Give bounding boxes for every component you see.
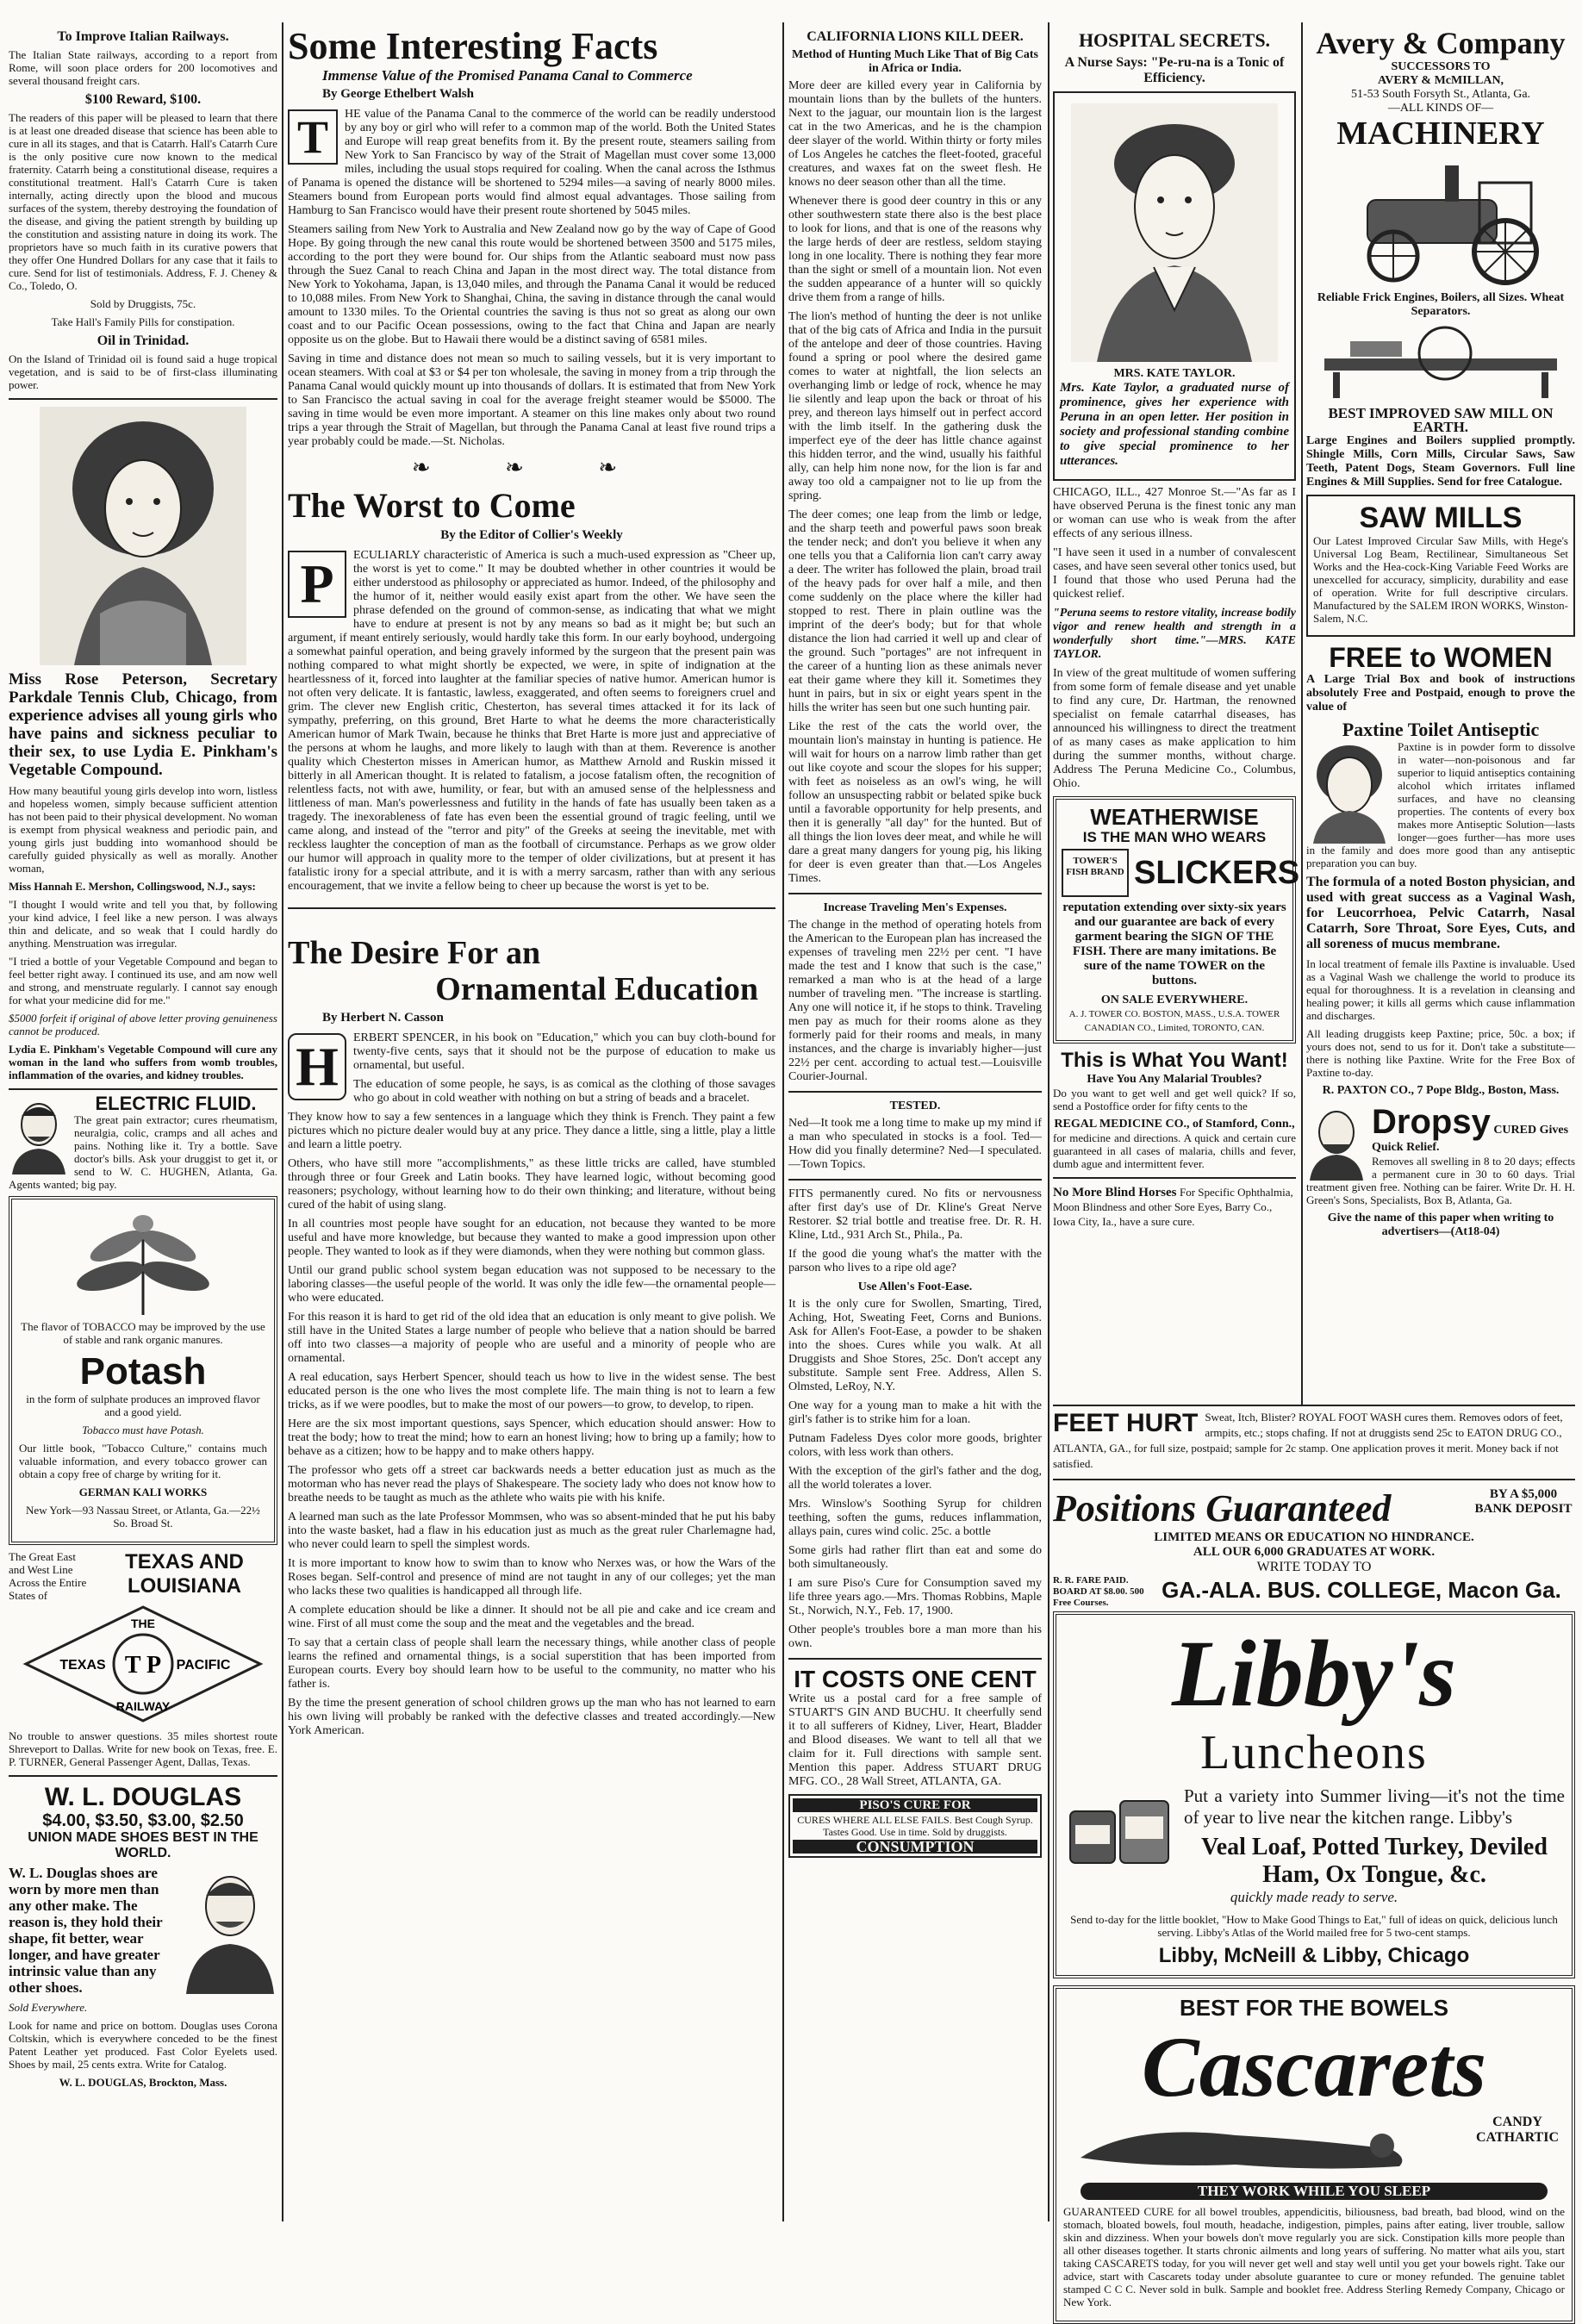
portrait-doctor-icon [1306,1103,1367,1181]
potash-title: Potash [79,1350,207,1393]
reward-heading: $100 Reward, $100. [84,92,202,107]
good-die-young: If the good die young what's the matter with the parson who lives to a ripe old age? [788,1248,1042,1274]
want-text: Do you want to get well and get well quick? If so, send a Postoffice order for fifty cents to the [1053,1087,1296,1112]
free-to-women-text: A Large Trial Box and book of instructions absolutely Free and Postpaid, enough to prove the value of [1306,673,1575,713]
divider [1053,1405,1575,1406]
kali-works: GERMAN KALI WORKS [78,1486,208,1498]
paxtine-title: Paxtine Toilet Antiseptic [1342,719,1540,740]
feet-hurt-text: Sweat, Itch, Blister? ROYAL FOOT WASH cures them. Removes odors of feet, armpits, etc.; stops chafing. If not at druggists send 25c to EATON DRUG CO., ATLANTA, GA., for full size, postpaid; sample for 2c stamp. One application proves it merit. Money back if not satisfied. [1053,1411,1563,1470]
lions-heading: CALIFORNIA LIONS KILL DEER. [807,29,1024,44]
potash-text: in the form of sulphate produces an improved flavor and a good yield. [26,1393,260,1418]
lions-subheading: Method of Hunting Much Like That of Big Cats in Africa or India. [792,48,1038,75]
ornament-divider: ❧ ❧ ❧ [411,455,652,480]
blind-horses-ad [1053,1186,1296,1230]
column-rule [282,22,283,2221]
paxtine-local: In local treatment of female ills Paxtine is invaluable. Used as a Vaginal Wash we challenge the world to produce its equal for thoroughness. It is a revelation in cleansing and healing power; it kills all germs which cause inflammation and discharges. [1306,957,1575,1022]
give-name-note: Give the name of this paper when writing to advertisers—(At18-04) [1327,1212,1554,1238]
douglas-sold: Sold Everywhere. [9,2001,88,2014]
portrait-man-icon [9,1097,69,1174]
tower-address: A. J. TOWER CO. BOSTON, MASS., U.S.A. TOWER CANADIAN CO., Limited, TORONTO, CAN. [1068,1009,1280,1033]
saw-mills-text: Our Latest Improved Circular Saw Mills, with Hege's Universal Log Beam, Rectilinear, Simultaneous Set Works and the Hea-cock-King Variable Feed Works are unexcelled for accuracy, simplicity, durability and ease of operation. Write for full descriptive circulars. Manufactured by the SALEM IRON WORKS, Winston-Salem, N.C. [1313,534,1568,625]
college-name: GA.-ALA. BUS. COLLEGE, Macon Ga. [1162,1577,1561,1603]
desire-paragraph-15: By the time the present generation of school children grows up the man who has not learned to earn his own living will probably be ranked with the defective classes and treated accordingly.—New York American. [288,1697,775,1737]
rail-fare-paid: R. R. FARE PAID. BOARD AT $8.00. 500 Free Courses. [1053,1575,1144,1608]
electric-fluid-title: ELECTRIC FLUID. [95,1093,257,1114]
frick-engines: Reliable Frick Engines, Boilers, all Sizes. Wheat Separators. [1317,291,1565,318]
machinery-title: MACHINERY [1336,115,1545,152]
peruna-portrait-box [1053,91,1296,481]
tp-texas-label: TEXAS [59,1658,106,1673]
paxtine-address: R. PAXTON CO., 7 Pope Bldg., Boston, Mass. [1322,1084,1560,1097]
one-cent-text: Write us a postal card for a free sample of STUART'S GIN AND BUCHU. It cheerfully send it to all sufferers of Kidney, Liver, Heart, Bladder and Blood diseases. We want to tell all that we claim for it. Full directions with sample sent. Mention this paper. Address STUART DRUG MFG. CO., 28 Wall Street, ATLANTA, GA. [788,1692,1042,1788]
piso-cure-box [788,1794,1042,1858]
desire-title-2: Ornamental Education [435,971,758,1007]
tower-slickers-ad [1053,796,1300,1044]
desire-title-1: The Desire For an [288,935,541,971]
desire-paragraph-4: Others, who have still more "accomplishments," as these little tricks are called, have stumbled through three or four Greek and Latin books. They have learned logic, without becoming good reasoners; psychology, without learning how to do their own thinking; and literature, without being cured of the habit of using slang. [288,1157,775,1212]
divider [1053,1177,1296,1179]
tp-pacific-label: PACIFIC [176,1658,231,1673]
desire-paragraph-9: Here are the six most important questions, says Spencer, which education should answer: How to treat the body; how to treat the mind; how to earn an honest living; how to bring up a family; how to behave as a citizen; how to be happy and to make others happy. [288,1417,775,1458]
taylor-paragraph-4: In view of the great multitude of women suffering from some form of female disease and yet unable to find any cure, Dr. Hartman, the renowned specialist on female catarrhal diseases, has announced his willingness to direct the treatment of as many cases as make application to him during the summer months, without charge. Address The Peruna Medicine Co., Columbus, Ohio. [1053,667,1296,790]
cascarets-logo: Cascarets [1142,2019,1486,2115]
taylor-paragraph-2: "I have seen it used in a number of convalescent cases, and have seen several other tonics used, but I found that those who used Peruna had the quickest relief. [1053,546,1296,601]
pinkham-close: Lydia E. Pinkham's Vegetable Compound will cure any woman in the land who suffers from womb troubles, inflammation of the ovaries, and kidney troubles. [9,1043,277,1081]
douglas-shoes-ad [9,1784,277,2089]
texas-text: No trouble to answer questions. 35 miles shortest route Shreveport to Dallas. Write for new book on Texas, free. E. P. TURNER, General Passenger Agent, Dallas, Texas. [9,1729,277,1768]
cascarets-best: BEST FOR THE BOWELS [1180,1995,1448,2021]
potash-intro: The flavor of TOBACCO may be improved by the use of stable and rank organic manures. [21,1320,265,1346]
reward-text: The readers of this paper will be pleased to learn that there is at least one dreaded disease that science has been able to cure in all its stages, and that is Catarrh. Hall's Catarrh Cure is the only positive cure now known to the medical fraternity. Catarrh being a constitutional disease, requires a constitutional treatment. Hall's Catarrh Cure is taken internally, acting directly upon the blood and mucous surfaces of the system, thereby destroying the foundation of the disease, and giving the patient strength by building up the constitution and assisting nature in doing its work. The proprietors have so much faith in its curative powers that they offer One Hundred Dollars for any case that it fails to cure. Send for list of testimonials. Address, F. J. Cheney & Co., Toledo, O. [9,111,277,292]
reward-sold: Sold by Druggists, 75c. [90,297,196,310]
electric-fluid-text: The great pain extractor; cures rheumatism, neuralgia, colic, cramps and all aches and pains. Nothing like it. Try a bottle. Save doctor's bills. Ask your druggist to get it, or send to W. C. HUGHEN, Atlanta, Ga. Agents wanted; big pay. [9,1113,277,1191]
libby-address: Libby, McNeill & Libby, Chicago [1158,1944,1470,1967]
fits-ad: FITS permanently cured. No fits or nervousness after first day's use of Dr. Kline's Great Nerve Restorer. $2 trial bottle and treatise free. Dr. R. H. Kline, Ltd., 931 Arch St., Phila., Pa. [788,1187,1042,1242]
kali-address: New York—93 Nassau Street, or Atlanta, Ga.—22½ So. Broad St. [26,1504,260,1530]
write-today: WRITE TODAY TO [1256,1560,1372,1574]
divider [788,893,1042,894]
best-saw-mill: BEST IMPROVED SAW MILL ON EARTH. [1328,405,1554,435]
worst-title: The Worst to Come [288,486,576,525]
avery-kinds: —ALL KINDS OF— [1387,102,1494,115]
avery-successors: SUCCESSORS TO [1391,60,1491,73]
portrait-woman-icon [1306,740,1392,844]
want-subtitle: Have You Any Malarial Troubles? [1087,1073,1262,1086]
cascarets-text: GUARANTEED CURE for all bowel troubles, appendicitis, biliousness, bad breath, bad blood, wind on the stomach, bloated bowels, foul mouth, headache, indigestion, pimples, pains after eating, liver trouble, sallow skin and dizziness. When your bowels don't move regularly you are sick. Constipation kills more people than all other diseases together. It starts chronic ailments and long years of suffering. No matter what ails you, start taking CASCARETS today, for you will never get well and stay well until you get your bowels right. Take our advice, start with Cascarets today under absolute guarantee to cure or money refunded. The genuine tablet stamped C C C. Never sold in bulk. Sample and booklet free. Address Sterling Remedy Company, Chicago or New York. [1063,2205,1565,2308]
cascarets-candy: CANDY CATHARTIC [1475,2115,1560,2145]
pinkham-lead: Miss Rose Peterson, Secretary Parkdale Tennis Club, Chicago, from experience advises all young girls who have pains and sickness peculiar to their sex, to use Lydia E. Pinkham's Vegetable Compound. [9,670,277,779]
tested-heading: TESTED. [889,1100,941,1112]
girls-flirt: Some girls had rather flirt than eat and some do both simultaneously. [788,1544,1042,1571]
facts-paragraph-3: Saving in time and distance does not mean so much to sailing vessels, but it is very important to ocean steamers. With coal at $3 or $4 per ton wholesale, the saving in money from a trip through the Panama Canal would quickly mount up into thousands of dollars. It is estimated that from New York to San Francisco the actual saving in coal for the average freight steamer would be $5000. The saving in time would be even more important. A steamer on this line makes only about two round trips a year through the Strait of Magellan, but through the Panama Canal at least five round trips a year probably could be made.—St. Nicholas. [288,352,775,448]
douglas-look: Look for name and price on bottom. Douglas uses Corona Coltskin, which is everywhere conceded to be the finest Patent Leather yet produced. Fast Color Eyelets used. Shoes by mail, 25 cents extra. Write for Catalog. [9,2019,277,2071]
worst-byline: By the Editor of Collier's Weekly [440,528,623,542]
hospital-heading: HOSPITAL SECRETS. [1078,29,1271,51]
bank-deposit: BY A $5,000 BANK DEPOSIT [1474,1487,1573,1516]
want-title: This is What You Want! [1061,1049,1288,1072]
avery-address: 51-53 South Forsyth St., Atlanta, Ga. [1350,88,1531,101]
libby-items: Veal Loaf, Potted Turkey, Deviled Ham, Ox Tongue, &c. [1201,1834,1548,1888]
graduates-at-work: ALL OUR 6,000 GRADUATES AT WORK. [1193,1545,1436,1559]
taylor-paragraph-3: "Peruna seems to restore vitality, increase bodily vigor and renew health and strength in a wonderfully short time."—MRS. KATE TAYLOR. [1053,607,1296,661]
portrait-kate-taylor [1071,103,1278,362]
lions-paragraph-4: The deer comes; one leap from the limb or ledge, and the sharp teeth and powerful paws soon break the tender neck; and don't you believe it when any one tells you that a California lion can't carry away a deer. The writer has followed the plain, broad trail of the heavy pads for over half a mile, and then come suddenly on the place where the killer had stopped to rest. There in plain outline was the imprint of the deer's body; but for that whole distance the lion had carried it well up and clear of the ground. Such "portages" are not infrequent in the career of a hunting lion as these animals never eat their game where they kill it. Sometimes they hunt in pairs, but in six or eight years spent in the hills the writer has seen but one such hunting pair. [788,508,1042,714]
mershon-name: Miss Hannah E. Mershon, Collingswood, N.J., says: [9,880,256,893]
desire-paragraph-11: A learned man such as the late Professor Mommsen, who was so absent-minded that he put his baby into the waste basket, had a flaw in his education just as much as the great ruler Charlemagne had, who never could learn to spell the simplest words. [288,1511,775,1551]
facts-subtitle: Immense Value of the Promised Panama Canal to Commerce [322,67,693,84]
taylor-name: MRS. KATE TAYLOR. [1113,367,1236,380]
dropsy-text: Removes all swelling in 8 to 20 days; effects a permanent cure in 30 to 60 days. Trial treatment given free. Nothing can be fairer. Write Dr. H. H. Green's Sons, Specialists, Box B, Atlanta, Ga. [1306,1155,1575,1206]
allen-heading: Use Allen's Foot-Ease. [857,1280,973,1293]
facts-title: Some Interesting Facts [288,25,658,67]
slickers-text: reputation extending over sixty-six years and our guarantee are back of every garment bearing the SIGN OF THE FISH. There are many imitations. Be sure of the name TOWER on the buttons. [1062,900,1286,988]
putnam-dyes: Putnam Fadeless Dyes color more goods, brighter colors, with less work than others. [788,1432,1042,1459]
fish-brand-icon: TOWER'S FISH BRAND [1062,849,1129,897]
one-cent-title: IT COSTS ONE CENT [794,1666,1037,1692]
dropsy-title: Dropsy [1372,1103,1491,1141]
tested-text: Ned—It took me a long time to make up my mind if a man who speculated in stocks is a fool. Ted—How did you finally determine? Ned—I speculated.—Town Topics. [788,1117,1042,1171]
bottom-right-ads [1053,1405,1575,2308]
texas-pacific-logo [22,1604,264,1724]
libby-text: Put a variety into Summer living—it's not the time of year to live near the kitchen range. Libby's [1184,1785,1565,1828]
paxtine-druggists: All leading druggists keep Paxtine; price, 50c. a box; if yours does not, send to us for it. Don't take a substitute—there is nothing like Paxtine. Write for the Free Box of Paxtine to-day. [1306,1027,1575,1079]
lions-paragraph-2: Whenever there is good deer country in this or any other southwestern state there also is the best place to look for lions, and that is one of the reasons why the large herds of deer are restless, seldom staying long in one locality. There is nothing they fear more than the sight or smell of a mountain lion. Not even the sudden appearance of a hunter will so quickly drive them from a range of hills. [788,195,1042,304]
texas-intro: The Great East and West Line Across the Entire States of [9,1550,87,1602]
divider [788,1179,1042,1181]
douglas-shoes-line: UNION MADE SHOES BEST IN THE WORLD. [28,1830,258,1860]
facts-byline: By George Ethelbert Walsh [322,87,474,101]
desire-byline: By Herbert N. Casson [322,1011,444,1025]
piso-box-consumption: CONSUMPTION [793,1840,1037,1854]
mershon-quote-1: "I thought I would write and tell you that, by following your kind advice, I feel like a new person. I was always thin and delicate, and so weak that I could hardly do anything. Menstruation was irregular. [9,898,277,950]
blind-horses-text: For Specific Ophthalmia, Moon Blindness and other Sore Eyes, Barry Co., Iowa City, Ia., have a sure cure. [1053,1186,1293,1228]
avery-title: Avery & Company [1316,26,1566,60]
slickers-row [1062,849,1300,897]
column-rule [782,22,784,2221]
dropsy-side: CURED Gives Quick Relief. [1372,1124,1569,1154]
libby-luncheons: Luncheons [1200,1726,1428,1779]
allen-text: It is the only cure for Swollen, Smarting, Tired, Aching, Hot, Sweating Feet, Corns and Bunions. Ask for Allen's Foot-Ease, a powder to be shaken into the shoes. Cures while you walk. At all Druggists and Shoe Stores, 25c. Don't accept any substitute. Sample sent Free. Address, Allen S. Olmsted, LeRoy, N.Y. [788,1298,1042,1393]
lions-paragraph-1: More deer are killed every year in California by mountain lions than by the bullets of the hunters. Next to the jaguar, our mountain lion is the largest cat in the two Americas, and he is the champion deer slayer of the world. Within thirty or forty miles of Los Angeles he catches the fleet-footed, graceful creatures, and waxes fat on the sweet flesh. He knows no deer season other than all the time. [788,79,1042,189]
lions-paragraph-3: The lion's method of hunting the deer is not unlike that of the big cats of Africa and India in the pursuit of the antelope and deer of those countries. Having found a spring or pool where the desired game comes to water at nightfall, the lion selects an overhanging limb or ledge of rock, whence he may lie silently and leap upon the back or throat of his prey, and thereon lays himself out in perfect accord with the limb itself. In the gathering dusk the imperfect eye of the deer has little chance against this hidden terror, and the wind, usually his faithful ally, can help him none now, for the lion is far and away too old a campaigner not to lie up from the spring. [788,310,1042,502]
cascarets-band: THEY WORK WHILE YOU SLEEP [1081,2183,1548,2200]
libby-quickly: quickly made ready to serve. [1230,1889,1398,1905]
paxtine-formula: The formula of a noted Boston physician, and used with great success as a Vaginal Wash, for Leucorrhoea, Pelvic Catarrh, Nasal Catarrh, Sore Throat, Sore Eyes, Cuts, and all soreness of mucus membrane. [1306,875,1575,951]
traction-engine-illustration [1316,157,1566,286]
avery-text: Large Engines and Boilers supplied promptly. Shingle Mills, Corn Mills, Circular Saws, Saw Teeth, Patent Dogs, Steam Governors. Full line Engines & Mill Supplies. Send for free Catalogue. [1306,434,1575,489]
weatherwise-title: WEATHERWISE [1090,804,1259,830]
potash-book: Our little book, "Tobacco Culture," contains much valuable information, and every tobacco grower can obtain a copy free of charge by writing for it. [19,1442,267,1480]
douglas-prices: $4.00, $3.50, $3.00, $2.50 [42,1811,244,1830]
column-rule [1048,22,1049,2221]
divider [9,398,277,400]
desire-paragraph-3: They know how to say a few sentences in a language which they think is French. They paint a few pictures which no picture dealer would buy at any price. They dance a little, sing a little, play a little and learn a little poetry. [288,1111,775,1151]
facts-paragraph-1: HE value of the Panama Canal to the commerce of the world can be readily understood by any boy or girl who will refer to a common map of the world. Both the United States and Europe will reap great benefits from it. By the present route, steamers sailing from New York to San Francisco by way of the Strait of Magellan must cover some 13,000 miles, including the usual stops required for coaling. When the canal across the Isthmus of Panama is opened the distance will be shortened to 5294 miles—a saving of nearly 8000 miles. Steamers bound from European ports would find almost equal advantages. Those sailing from Hamburg to San Francisco would have their present route shortened by 5045 miles. [288,108,775,217]
facts-dropcap: T [288,109,338,165]
dropsy-ad [1306,1103,1575,1206]
blind-horses-title: No More Blind Horses [1053,1186,1177,1199]
desire-paragraph-1: ERBERT SPENCER, in his book on "Education," which you can buy cloth-bound for twenty-five cents, says that it should not be the purpose of education to make us ornamental, but useful. [353,1031,775,1072]
forfeit-note: $5000 forfeit if original of above letter proving genuineness cannot be produced. [9,1012,277,1037]
piso-box-text: CURES WHERE ALL ELSE FAILS. Best Cough Syrup. Tastes Good. Use in time. Sold by druggists. [797,1814,1033,1838]
divider [1053,1479,1575,1480]
divider [9,1775,277,1777]
saw-mills-title: SAW MILLS [1359,502,1523,534]
railways-text: The Italian State railways, according to a report from Rome, will soon place orders for 200 locomotives and several thousand freight cars. [9,48,277,87]
taylor-paragraph-1: CHICAGO, ILL., 427 Monroe St.—"As far as I have observed Peruna is the finest tonic any man or woman can use who is weak from the after effects of any serious illness. [1053,486,1296,540]
taylor-caption: Mrs. Kate Taylor, a graduated nurse of prominence, gives her experience with Peruna in an open letter. Her position in society and professional standing combine to give special prominence to her utterances. [1060,381,1289,468]
douglas-address: W. L. DOUGLAS, Brockton, Mass. [59,2076,227,2089]
texas-pacific-ad [9,1550,277,1602]
divider [788,1091,1042,1093]
libby-booklet: Send to-day for the little booklet, "How to Make Good Things to Eat," full of ideas on quick, delicious lunch serving. Libby's Atlas of the World mailed free for 5 two-cent stamps. [1070,1913,1558,1939]
potash-tagline: Tobacco must have Potash. [82,1424,204,1436]
tp-monogram: T P [124,1652,162,1679]
sawmill-illustration [1316,324,1566,402]
salem-saw-mills-ad [1306,495,1575,637]
free-to-women-title: FREE to WOMEN [1329,642,1553,673]
tp-railway-label: RAILWAY [115,1699,171,1713]
desire-paragraph-6: Until our grand public school system began education was not supposed to be necessary to the laboring classes—the useful people of the world. It was only the idle few—the ornamental people—who were educated. [288,1264,775,1305]
pinkham-text: How many beautiful young girls develop into worn, listless and hopeless women, simply because sufficient attention has not been paid to their physical development. No woman is exempt from physical weakness and periodic pain, and young girls just budding into womanhood should be carefully guided physically as well as morally. Another woman, [9,784,277,875]
potash-ad [9,1196,277,1545]
divider [288,907,775,909]
libby-ad [1053,1611,1575,1978]
hospital-subheading: A Nurse Says: "Pe-ru-na is a Tonic of Efficiency. [1064,55,1285,85]
column-news [788,26,1042,2221]
piso-testimonial: I am sure Piso's Cure for Consumption saved my life three years ago.—Mrs. Thomas Robbins, Maple St., Norwich, N.Y., Feb. 17, 1900. [788,1577,1042,1617]
desire-paragraph-14: To say that a certain class of people shall learn the necessary things, while another class of people learns the refined and ornamental things, is a social superstition that has been imported from European courts. Every boy should learn how to be useful to the community, no matter who his father is. [288,1636,775,1691]
positions-guaranteed: Positions Guaranteed [1053,1487,1392,1530]
regal-text: for medicine and directions. A quick and certain cure guaranteed in all cases of malaria, chills and fever, dumb ague and intermittent fever. [1053,1131,1296,1170]
luncheon-tins-illustration [1063,1785,1175,1872]
others-troubles: Other people's troubles bore a man more than his own. [788,1623,1042,1650]
portrait-rose-peterson [40,407,246,665]
feet-hurt-title: FEET HURT [1053,1409,1199,1437]
one-way-text: One way for a young man to make a hit with the girl's father is to strike him for a loan. [788,1399,1042,1426]
desire-dropcap: H [288,1033,346,1100]
divider [788,1658,1042,1660]
railways-heading: To Improve Italian Railways. [57,29,229,44]
electric-fluid-ad [9,1093,277,1191]
portrait-douglas [183,1865,277,1994]
texas-louisiana-title: TEXAS AND LOUISIANA [125,1550,244,1598]
column-articles [288,26,775,2221]
cascarets-ad [1053,1985,1575,2324]
desire-paragraph-2: The education of some people, he says, is as comical as the clothing of those savages who go about in cold weather with nothing on but a string of beads and a bracelet. [353,1078,775,1105]
desire-paragraph-8: A real education, says Herbert Spencer, should teach us how to live in the widest sense. The best educated person is the one who lives the most complete life. The main thing is not to learn a few tricks, as if we were poodles, but to make the most of our powers—to grow, to develop, to ripen. [288,1371,775,1411]
exception-text: With the exception of the girl's father and the dog, all the world tolerates a lover. [788,1465,1042,1492]
feet-hurt-ad [1053,1410,1575,1472]
mershon-quote-2: "I tried a bottle of your Vegetable Compound and began to feel better right away. I continued its use, and am now well and strong, and menstruate regularly. I cannot say enough for what your medicine did for me." [9,955,277,1006]
winslow-syrup: Mrs. Winslow's Soothing Syrup for children teething, soften the gums, reduces inflammation, allays pain, cures wind colic. 25c. a bottle [788,1498,1042,1538]
slickers-sale: ON SALE EVERYWHERE. [1100,994,1249,1006]
business-college-ad [1053,1487,1575,1608]
cascarets-cat-illustration [1063,2115,1425,2175]
desire-paragraph-7: For this reason it is hard to get rid of the old idea that an education is only meant to give polish. We still have in the United States a large number of people who believe that a nation should be barred off into two classes—a majority of people who are useful and a minority of people who are ornamental. [288,1311,775,1365]
limited-means: LIMITED MEANS OR EDUCATION NO HINDRANCE. [1154,1530,1474,1544]
douglas-text: W. L. Douglas shoes are worn by more men than any other make. The reason is, they hold their shape, fit better, wear longer, and have greater intrinsic value than any other shoes. [9,1865,163,1996]
travel-heading: Increase Traveling Men's Expenses. [823,901,1007,914]
tp-the-label: THE [131,1617,155,1630]
worst-dropcap: P [288,551,346,618]
tobacco-plant-illustration [57,1212,229,1315]
desire-paragraph-13: A complete education should be like a dinner. It should not be all pie and cake and ice cream and wine. First of all must come the soup and the meat and the vegetables and the bread. [288,1604,775,1630]
libby-logo: Libby's [1172,1621,1456,1726]
worst-paragraph: ECULIARLY characteristic of America is such a much-used expression as "Cheer up, the worst is yet to come." It may be doubted whether in other countries it would be either understood as philosophy or appreciated as humor. Indeed, of the philosophy and the humor of it, neither would easily exist apart from the other. We have seen the phrase defended on the ground of common-sense, as indicating that what we might have to endure at present is not by any means so bad as it might be; but such an argument, if meant entirely seriously, would hardly take this form. In our early boyhood, undergoing a somewhat painful operation, and being gravely informed by the surgeon that the present pain was nothing compared to what might shortly be expected, we were, in spite of indignation at the heartlessness of it, forced into laughter at the familiar species of native humor. American humor is not often very delicate. It is fantastic, lawless, exaggerated, and often seems to foreigners cruel and grim. The clever new English critic, Chesterton, has several times attacked it for its lack of sympathy, preferring, on this ground, Bret Harte to what he deems the more characteristically American humor of Mark Twain, because he thinks that Bret Harte is more just and appreciative of the persons at whom he laughs, and more likely to laugh with than at them. Reverence is another quality which Chesterton misses in American humor, as Matthew Arnold and Ruskin missed it bitterly in all American thought. It is related to fatalism, a jocose fatalism often, the recognition of relentless facts, not with awe, humility, or fear, but with an amused sense of the helplessness and littleness of man. Man's powerlessness and futility in the hands of fate has usually been taken as a tragedy. The inexorableness of fate has even been the essential ground of tragic feeling, until we came along, and instead of the "terror and pity" of the Greeks at seeing the inevitable, met with reckless laughter the conception of man as the football of circumstance. Perhaps as we grow older our humor will approach in quality more to the temper of older civilizations, but at present it has fatalistic irony for a special attribute, and it is with a merry sarcasm, rather than with any serious encouragement, that we invite a fellow being to cheer up because the worst is yet to be. [288,549,775,893]
travel-paragraph: The change in the method of operating hotels from the American to the European plan has increased the expenses of traveling men 22½ per cent. "I have made the test and I know that such is the case," remarked a man who is at the head of a large number of traveling men. "The increase is startling. Any one will notice it, if he stops to think. Traveling men pay as much for their rooms alone as they formerly paid for their rooms and meals, in many instances, and the charge is invariably higher—just 22½ per cent. according to actual test.—Louisville Courier-Journal. [788,919,1042,1083]
weatherwise-subtitle: IS THE MAN WHO WEARS [1082,829,1267,845]
oil-text: On the Island of Trinidad oil is found said a huge tropical vegetation, and is said to be of first-class illuminating power. [9,352,277,391]
desire-paragraph-5: In all countries most people have sought for an education, not because they wanted to be more useful and have more knowledge, but because they wanted to make a good impression upon other people. They wanted to look as if they were diamonds, when they were nothing but common glass. [288,1218,775,1258]
column-left [9,26,277,2221]
oil-heading: Oil in Trinidad. [97,333,190,348]
divider [9,1088,277,1090]
douglas-title: W. L. DOUGLAS [44,1783,242,1811]
facts-paragraph-2: Steamers sailing from New York to Australia and New Zealand now go by the way of Cape of Good Hope. By going through the new canal this route would be shortened between 3500 and 5175 miles, according to the port they were bound for. Our ships from the Atlantic seaboard must now pass through the Suez Canal to reach China and Japan in the most direct way. The total distance from New York to Yokohama, Japan, is 13,040 miles, and through the Panama Canal it would be reduced to 10,088 miles. From New York to Shanghai, China, the saving in distance through the canal would amount to 1330 miles. To the Oriental countries the saving is thus not so great as along our own coast and to our Pacific Ocean possessions, owing to the fact that China and Japan are nearly opposite us on the globe. But to Hawaii there would be a distinct saving of 6581 miles. [288,223,775,346]
slickers-title: SLICKERS [1134,855,1300,891]
reward-pills: Take Hall's Family Pills for constipation. [51,315,235,328]
avery-mcmillan: AVERY & McMILLAN, [1377,74,1504,87]
desire-paragraph-10: The professor who gets off a street car backwards needs a better education just as much as the motorman who has never read the plays of Shakespeare. The society lady who does not know how to breathe needs to be taught as much as the athlete who waits pie with his knife. [288,1464,775,1505]
paxtine-text: Paxtine is in powder form to dissolve in water—non-poisonous and far superior to liquid antiseptics containing alcohol which irritates inflamed surfaces, and have no cleansing properties. The contents of every box makes more Antiseptic Solution—lasts longer—goes further—has more uses in the family and does more good than any antiseptic preparation you can buy. [1306,740,1575,869]
desire-paragraph-12: It is more important to know how to swim than to know who Nerxes was, or how the Wars of the Roses began. Self-control and presence of mind are not taught in any of our colleges; yet the man who lacks these two qualities is handicapped all through life. [288,1557,775,1598]
piso-box-title: PISO'S CURE FOR [793,1798,1037,1812]
regal-name: REGAL MEDICINE CO., of Stamford, Conn., [1054,1118,1295,1131]
lions-paragraph-5: Like the rest of the cats the world over, the mountain lion's mainstay in hunting is patience. He will wait for hours on a narrow limb rather than get out like coyote and scour the slopes for his supper; with feet as noiseless as an owl's wing, he will follow an unsuspecting rabbit or belated spike buck until a favorable opportunity for help presents, and then it is generally "all day" for the hunted. But of all things the lion loves deer meat, and while he will dare a great many dangers for young pig, his liking for deer is even greater than that.—Los Angeles Times. [788,720,1042,885]
